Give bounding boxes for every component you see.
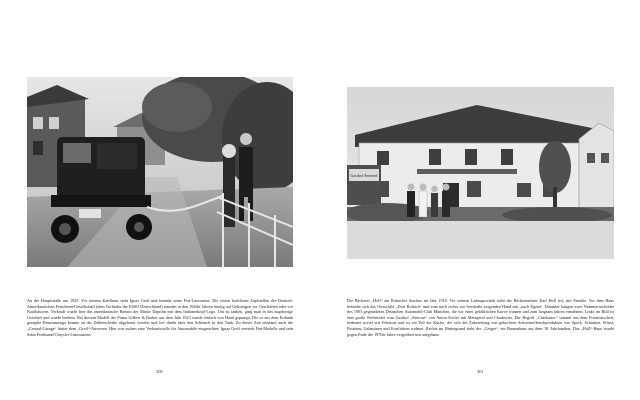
right-caption: Die Bäckerei „Holl“ am Rottacher Stachus im Jahr 1910. Vor seinem Ladengeschäft steht der Bäckermeister Karl Holl (rr), mit Familie. Vor dem Haus befindet sich das Ortsschild „Dorf Rottach“ und eine nach rechts zur Seestraße zeigenden Hand mit „nach Egern“. Darunter hängen zwei Nummernschilder des 1903 gegründeten Deutschen Automobil-Club München, die vor einer gefährlichen Kurve warnen und zum langsam fahren ermahnen. Links im Bild ist eine große Werbetafel vom Gasthof „Seerose“ von Anton Kiefer mit Metzgerei und Charkutier. Der Begriff „Charkutier“ stammt aus dem Französischen, bedeutet soviel wie Feinkost und ist ein Teil der Küche, der sich der Zubereitung von gekochten Schweinefleischprodukten wie Speck, Schinken, Würst, Pasteten, Galantinen und Konfitüren widmet. Rechts im Hintergrund steht der „Geiger“, ein Bauernhaus aus dem 18. Jahrhundert. Das „Holl“-Haus wurde gegen Ende der 1970er Jahre vergrößert neu aufgebaut. — [347, 298, 614, 337]
left-page-number: 300 — [156, 369, 163, 374]
street-scene-photo — [27, 77, 293, 267]
house-illustration — [347, 87, 614, 259]
bakery-house-photo — [347, 87, 614, 259]
street-scene-illustration — [27, 77, 293, 267]
svg-text:Gasthof Seeresel: Gasthof Seeresel — [350, 173, 378, 178]
right-page — [320, 0, 640, 400]
left-caption: An der Hauptstraße um 1925: Vor seinem Kaufhaus steht Ignaz Greil und betankt seine Fiat-Limousine. Die ersten kraftlosen Zapfstellen der Deutsch-Amerikanischen Petroleum-Gesellschaft (dem Vorläufer der ESSO Deutschland) standen in den 1920er Jahren häufig auf Gehsteigen vor Geschäften oder vor Kaufhäusern. Verkauft wurde hier das amerikanische Benzin der Marke Dapolin mit dem Indianerkopf-Logo. Um zu tanken, ging man in das zugehörige Geschäft und wurde bedient. Bei diesem Modell der Firma Gilbert & Barker aus dem Jahr 1923 wurde einfach von Hand gepumpt. Die so aus dem Erdtank gezapfte Benzinmenge konnte an der Zählerscheibe abgelesen werden und lief direkt über den Schlauch in den Tank. Zu dieser Zeit entstand auch die „Central-Garage“ hinter dem „Greil“-Anwesen. Hier war zudem eine Verkaufsstelle für Automobile eingerichtet; Ignaz Greil vertrieb Fiat-Modelle und sein Sohn Ferdinand Chrysler-Limousinen. — [27, 298, 293, 337]
right-page-number: 301 — [477, 369, 484, 374]
